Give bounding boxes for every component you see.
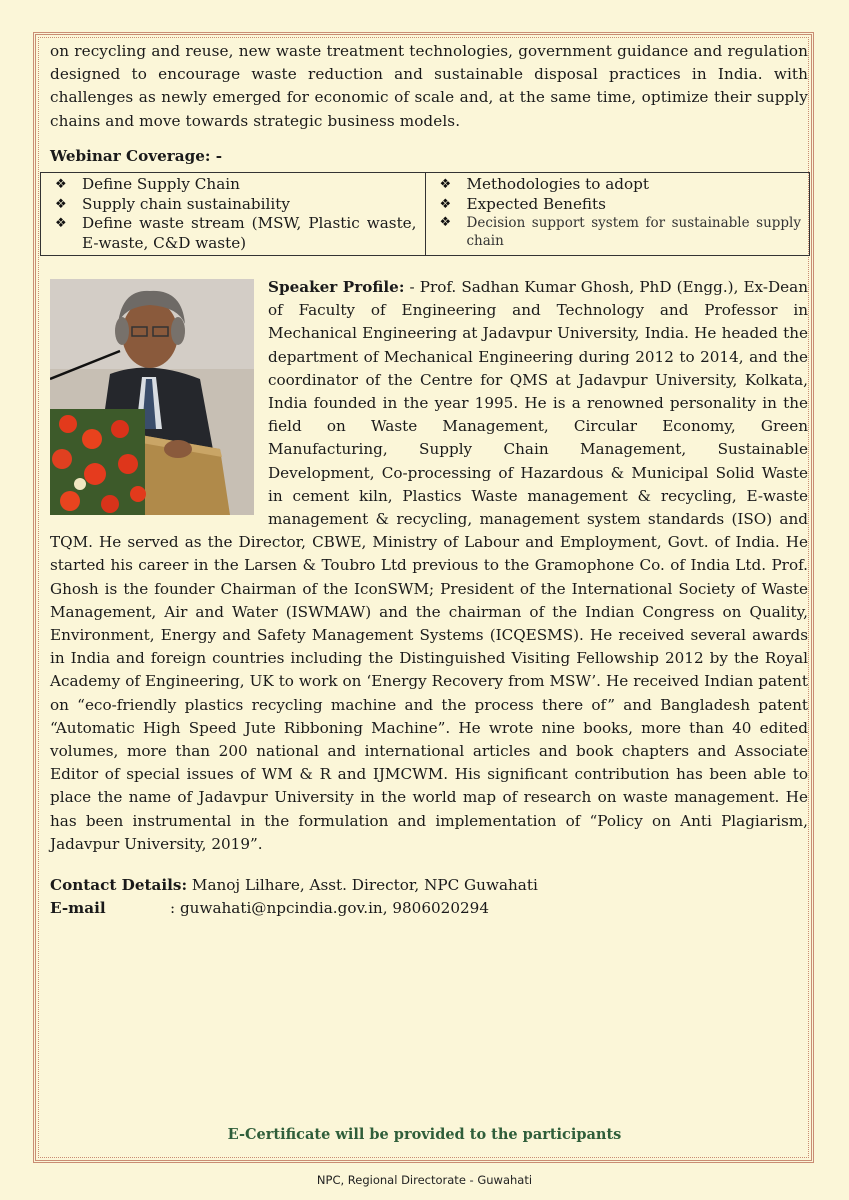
- email-label: E-mail: [50, 899, 106, 918]
- email-value[interactable]: : guwahati@npcindia.gov.in, 9806020294: [170, 899, 489, 918]
- coverage-left-column: [41, 173, 426, 256]
- speaker-profile: [50, 276, 808, 856]
- speaker-label: Speaker Profile:: [268, 278, 405, 297]
- document-body: [50, 40, 808, 920]
- page-footer: NPC, Regional Directorate - Guwahati: [316, 1173, 533, 1187]
- intro-paragraph: on recycling and reuse, new waste treatment technologies, government guidance and regulation designed to encourage waste reduction and sustainable disposal practices in India. with challenges as newly emerged for economic of scale and, at the same time, optimize their supply chains and move towards strategic business models.: [50, 42, 808, 130]
- coverage-heading: Webinar Coverage: -: [50, 146, 223, 165]
- coverage-item: ❖ Decision support system for sustainable supply chain: [439, 215, 801, 250]
- coverage-item: ❖ Expected Benefits: [439, 194, 606, 213]
- coverage-right-column: [425, 173, 810, 256]
- coverage-item: ❖ Methodologies to adopt: [439, 175, 649, 194]
- contact-line: [50, 874, 808, 897]
- speaker-photo: [50, 279, 254, 515]
- coverage-item: ❖ Define Supply Chain: [55, 175, 240, 194]
- email-line: [50, 897, 808, 920]
- diamond-bullet-icon: ❖: [439, 215, 452, 231]
- diamond-bullet-icon: ❖: [439, 177, 452, 193]
- diamond-bullet-icon: ❖: [55, 196, 67, 212]
- certificate-note: E-Certificate will be provided to the participants: [227, 1126, 622, 1143]
- contact-value: Manoj Lilhare, Asst. Director, NPC Guwahati: [187, 876, 538, 895]
- contact-details: [50, 874, 808, 920]
- coverage-table: [40, 172, 810, 256]
- coverage-item: ❖ Supply chain sustainability: [55, 194, 290, 213]
- coverage-item: ❖ Define waste stream (MSW, Plastic waste, E-waste, C&D waste): [55, 214, 417, 252]
- speaker-text: - Prof. Sadhan Kumar Ghosh, PhD (Engg.), Ex-Dean of Faculty of Engineering and Technology and Professor in Mechanical Engineering at Jadavpur University, India. He headed the department of Mechanical Engineering during 2012 to 2014, and the coordinator of the Centre for QMS at Jadavpur University, Kolkata, India founded in the year 1995. He is a renowned personality in the field on Waste Management, Circular Economy, Green Manufacturing, Supply Chain Management, Sustainable Development, Co-processing of Hazardous & Municipal Solid Waste in cement kiln, Plastics Waste management & recycling, E-waste management & recycling, management system standards (ISO) and TQM. He served as the Director, CBWE, Ministry of Labour and Employment, Govt. of India. He started his career in the Larsen & Toubro Ltd previous to the Gramophone Co. of India Ltd. Prof. Ghosh is the founder Chairman of the IconSWM; President of the International Society of Waste Management, Air and Water (ISWMAW) and the chairman of the Indian Congress on Quality, Environment, Energy and Safety Management Systems (ICQESMS). He received several awards in India and foreign countries including the Distinguished Visiting Fellowship 2012 by the Royal Academy of Engineering, UK to work on ‘Energy Recovery from MSW’. He received Indian patent on “eco-friendly plastics recycling machine and the process there of” and Bangladesh patent “Automatic High Speed Jute Ribboning Machine”. He wrote nine books, more than 40 edited volumes, more than 200 national and international articles and book chapters and Associate Editor of special issues of WM & R and IJMCWM. His significant contribution has been able to place the name of Jadavpur University in the world map of research on waste management. He has been instrumental in the formulation and implementation of “Policy on Anti Plagiarism, Jadavpur University, 2019”.: [50, 278, 808, 853]
- contact-label: Contact Details:: [50, 876, 188, 895]
- diamond-bullet-icon: ❖: [439, 196, 452, 212]
- diamond-bullet-icon: ❖: [55, 216, 67, 232]
- diamond-bullet-icon: ❖: [55, 177, 67, 193]
